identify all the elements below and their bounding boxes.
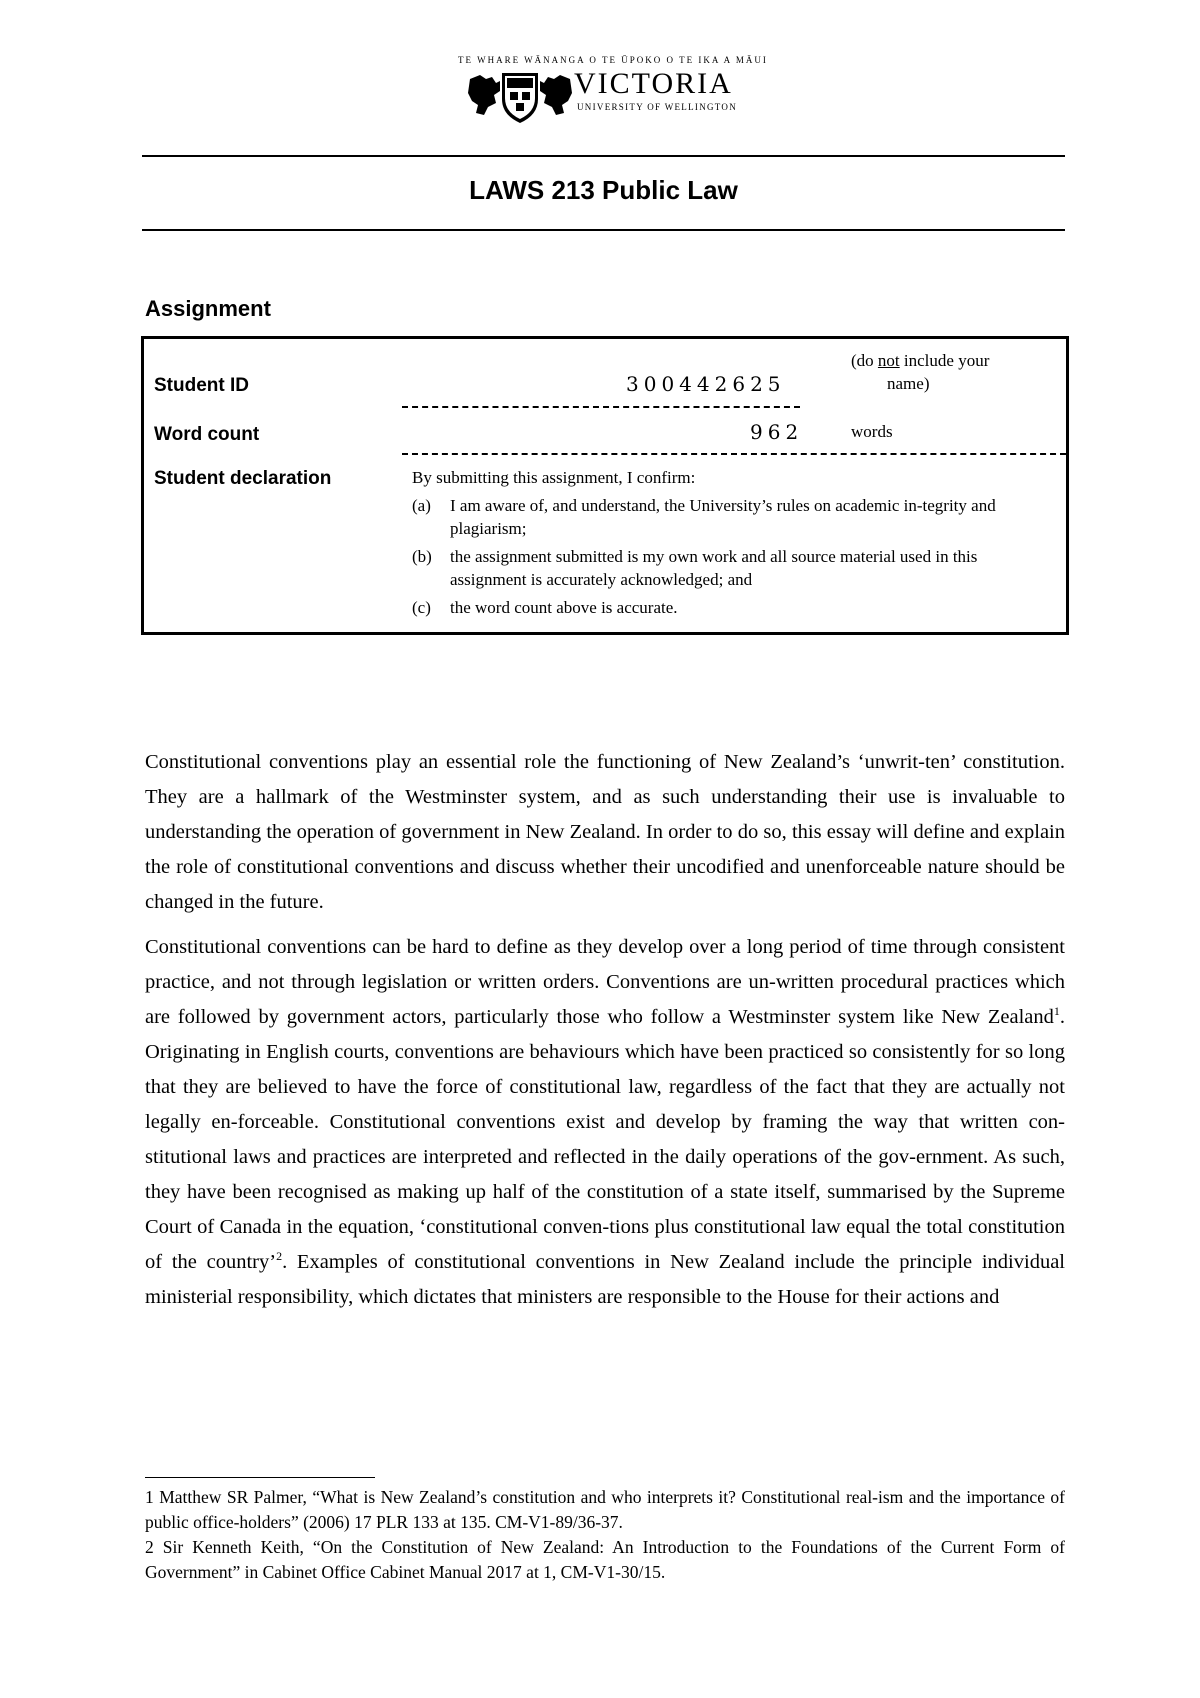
logo-subline: UNIVERSITY OF WELLINGTON	[577, 102, 738, 112]
top-rule	[142, 155, 1065, 157]
footnote: 2 Sir Kenneth Keith, “On the Constitution of New Zealand: An Introduction to the Foundations of the Current Form of Government” in Cabinet Office Cabinet Manual 2017 at 1, CM-V1-30/15.	[145, 1537, 1065, 1582]
section-heading: Assignment	[145, 296, 271, 321]
footnote-separator	[145, 1477, 375, 1478]
paragraph: Constitutional conventions play an essential role the functioning of New Zealand’s ‘unwrit-ten’ constitution. They are a hallmark of the Westminster system, and as such understanding their use is invaluable to understanding the operation of government in New Zealand. In order to do so, this essay will define and explain the role of constitutional conventions and discuss whether their uncodified and unenforceable nature should be changed in the future.	[145, 751, 1065, 913]
footnote-ref[interactable]: 2	[276, 1249, 283, 1264]
declaration-intro: By submitting this assignment, I confirm:	[412, 468, 696, 487]
declaration-item: (c) the word count above is accurate.	[412, 598, 678, 617]
essay-body	[145, 745, 1065, 1325]
declaration-label: Student declaration	[154, 468, 332, 489]
word-count-value: 962	[750, 420, 804, 444]
student-id-value: 300442625	[626, 372, 786, 396]
footnotes	[145, 1485, 1065, 1585]
logo-name: VICTORIA	[574, 67, 733, 100]
word-count-unit: words	[851, 422, 893, 441]
declaration-item: (a) I am aware of, and understand, the University’s rules on academic in-tegrity and plagiarism;	[412, 496, 996, 538]
declaration-item: (b) the assignment submitted is my own work and all source material used in this assignment is accurately acknowledged; and	[412, 547, 978, 589]
page-title: LAWS 213 Public Law	[469, 175, 738, 205]
student-id-note: (do not include your	[851, 351, 990, 370]
footnote-ref[interactable]: 1	[1053, 1004, 1060, 1019]
declaration-box	[141, 336, 1069, 635]
declaration-text	[412, 466, 1052, 619]
footnote: 1 Matthew SR Palmer, “What is New Zealand’s constitution and who interprets it? Constitutional real-ism and the importance of public office-holders” (2006) 17 PLR 133 at 135. CM-V1-89/36-37.	[145, 1487, 1065, 1532]
word-count-label: Word count	[154, 424, 260, 445]
bottom-rule	[142, 229, 1065, 231]
student-id-note-line2: name)	[887, 374, 930, 393]
paragraph: Constitutional conventions can be hard to define as they develop over a long period of time through consistent practice, and not through legislation or written orders. Conventions are un-written procedural practices which are followed by government actors, particularly those who follow a Westminster system like New Zealand$^1$. Originating in English courts, conventions are behaviours which have been practiced so consistently for so long that they are believed to have the force of constitutional law, regardless of the fact that they are actually not legally en-forceable. Constitutional conventions exist and develop by framing the way that written con-stitutional laws and practices are interpreted and reflected in the daily operations of the gov-ernment. As such, they have been recognised as making up half of the constitution of a state itself, summarised by the Supreme Court of Canada in the equation, ‘constitutional conven-tions plus constitutional law equal the total constitution of the country’$^2$. Examples of constitutional conventions in New Zealand include the principle individual ministerial responsibility, which dictates that ministers are responsible to the House for their actions and	[145, 936, 1065, 1308]
university-logo	[458, 55, 768, 125]
university-crest-icon	[466, 69, 574, 125]
word-count-line	[402, 453, 1066, 455]
student-id-label: Student ID	[154, 375, 249, 396]
student-id-line	[402, 406, 800, 408]
logo-maori-line: TE WHARE WĀNANGA O TE ŪPOKO O TE IKA A MĀUI	[458, 55, 768, 65]
